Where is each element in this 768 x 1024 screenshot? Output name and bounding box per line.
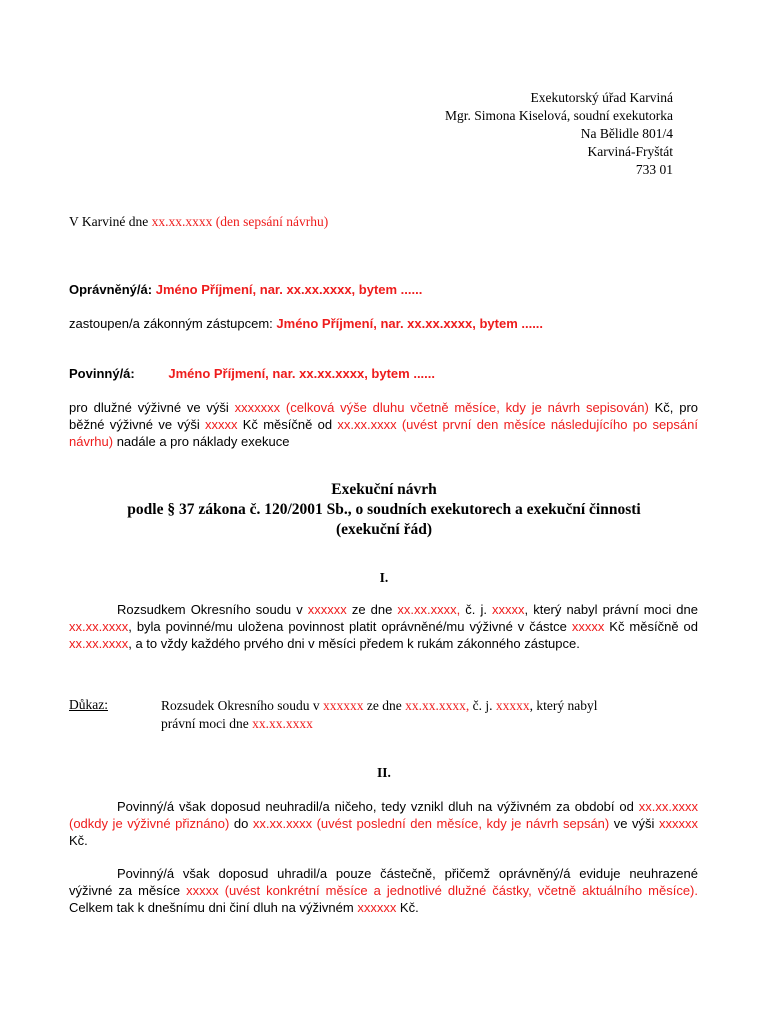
- claim-text: pro dlužné výživné ve výši: [69, 400, 235, 415]
- evidence-court-placeholder: xxxxxx: [323, 698, 364, 713]
- s1-text: ze dne: [346, 602, 398, 617]
- heading-law: podle § 37 zákona č. 120/2001 Sb., o soudních exekutorech a exekuční činnosti: [127, 501, 641, 518]
- evidence-text-part: ze dne: [363, 698, 406, 713]
- evidence-text-part: , který nabyl: [529, 698, 598, 713]
- debtor-value: Jméno Příjmení, nar. xx.xx.xxxx, bytem ......: [168, 366, 436, 381]
- claim-text: Kč, pro běžné výživné ve výši: [69, 400, 699, 432]
- representative-value: Jméno Příjmení, nar. xx.xx.xxxx, bytem ......: [276, 316, 544, 331]
- date-line: [69, 214, 328, 230]
- section-2-number: II.: [377, 765, 391, 780]
- s2-text: Povinný/á však doposud neuhradil/a ničeho, tedy vznikl dluh na výživném za období od: [117, 799, 639, 814]
- addressee-city: Karviná-Fryštát: [587, 144, 673, 159]
- section-1-number: I.: [379, 570, 389, 585]
- s1-text: , který nabyl právní moci dne: [524, 602, 698, 617]
- evidence-effective-date-placeholder: xx.xx.xxxx: [252, 716, 313, 731]
- heading-title: Exekuční návrh: [331, 481, 437, 498]
- evidence-label-text: Důkaz:: [69, 697, 108, 712]
- date-prefix: V Karviné dne: [69, 214, 152, 229]
- date-placeholder: xx.xx.xxxx (den sepsání návrhu): [151, 214, 329, 229]
- addressee-office: Exekutorský úřad Karviná: [530, 90, 673, 105]
- addressee-street: Na Bělidle 801/4: [580, 126, 673, 141]
- heading-subtitle: (exekuční řád): [335, 521, 432, 538]
- representative-label: zastoupen/a zákonným zástupcem:: [69, 316, 273, 331]
- claim-amount-placeholder: xxxxx: [204, 417, 238, 432]
- evidence-ref-placeholder: xxxxx: [495, 698, 530, 713]
- evidence-label: [69, 697, 108, 713]
- section-1-paragraph: [69, 601, 698, 652]
- s2-text: ve výši: [609, 816, 659, 831]
- s2-to-date-placeholder: xx.xx.xxxx (uvést poslední den měsíce, kdy je návrh sepsán): [252, 816, 610, 831]
- s2-text: Kč.: [396, 900, 419, 915]
- s2-from-date-placeholder: xx.xx.xxxx (odkdy je výživné přiznáno): [69, 799, 698, 831]
- s2-amount-placeholder: xxxxxx: [658, 816, 698, 831]
- s2-months-placeholder: xxxxx (uvést konkrétní měsíce a jednotlivé dlužné částky, včetně aktuálního měsíce).: [186, 883, 698, 898]
- claim-debt-placeholder: xxxxxxx (celková výše dluhu včetně měsíce, kdy je návrh sepisován): [234, 400, 649, 415]
- addressee-executor: Mgr. Simona Kiselová, soudní exekutorka: [445, 108, 673, 123]
- claimant-value: Jméno Příjmení, nar. xx.xx.xxxx, bytem ......: [155, 282, 423, 297]
- claim-text: nadále a pro náklady exekuce: [113, 434, 290, 449]
- evidence-text: [161, 697, 701, 733]
- s1-text: , a to vždy každého prvého dni v měsíci předem k rukám zákonného zástupce.: [128, 636, 580, 651]
- section-2-paragraph-2: [69, 865, 698, 916]
- s1-text: , byla povinné/mu uložena povinnost platit oprávněné/mu výživné v částce: [128, 619, 572, 634]
- s1-text: Kč měsíčně od: [604, 619, 698, 634]
- evidence-text-part: Rozsudek Okresního soudu v: [161, 698, 323, 713]
- addressee-zip: 733 01: [635, 162, 673, 177]
- s1-text: č. j.: [460, 602, 493, 617]
- s2-text: Celkem tak k dnešnímu dni činí dluh na výživném: [69, 900, 358, 915]
- addressee-block: [445, 89, 673, 179]
- claim-paragraph: [69, 399, 698, 450]
- claim-date-placeholder: xx.xx.xxxx (uvést první den měsíce následujícího po sepsání návrhu): [69, 417, 698, 449]
- s1-text: Rozsudkem Okresního soudu v: [117, 602, 308, 617]
- claim-text: Kč měsíčně od: [237, 417, 338, 432]
- evidence-text-part: č. j.: [469, 698, 496, 713]
- evidence-date-placeholder: xx.xx.xxxx,: [405, 698, 470, 713]
- s2-text: do: [229, 816, 253, 831]
- s1-from-date-placeholder: xx.xx.xxxx: [69, 636, 129, 651]
- s2-total-placeholder: xxxxxx: [357, 900, 397, 915]
- s1-ref-placeholder: xxxxx: [492, 602, 525, 617]
- s1-effective-date-placeholder: xx.xx.xxxx: [69, 619, 129, 634]
- debtor-line: [69, 366, 435, 381]
- representative-line: [69, 316, 543, 331]
- s1-court-placeholder: xxxxxx: [307, 602, 347, 617]
- s1-date-placeholder: xx.xx.xxxx,: [397, 602, 461, 617]
- s1-amount-placeholder: xxxxx: [571, 619, 605, 634]
- s2-text: Povinný/á však doposud uhradil/a pouze částečně, přičemž oprávněný/á eviduje neuhrazené výživné za měsíce: [69, 866, 698, 898]
- s2-text: Kč.: [69, 833, 88, 848]
- section-2-paragraph-1: [69, 798, 698, 849]
- claimant-label: Oprávněný/á:: [69, 282, 153, 297]
- evidence-text-part: právní moci dne: [161, 716, 253, 731]
- claimant-line: [69, 282, 422, 297]
- document-heading: [0, 480, 768, 540]
- debtor-label: Povinný/á:: [69, 366, 135, 381]
